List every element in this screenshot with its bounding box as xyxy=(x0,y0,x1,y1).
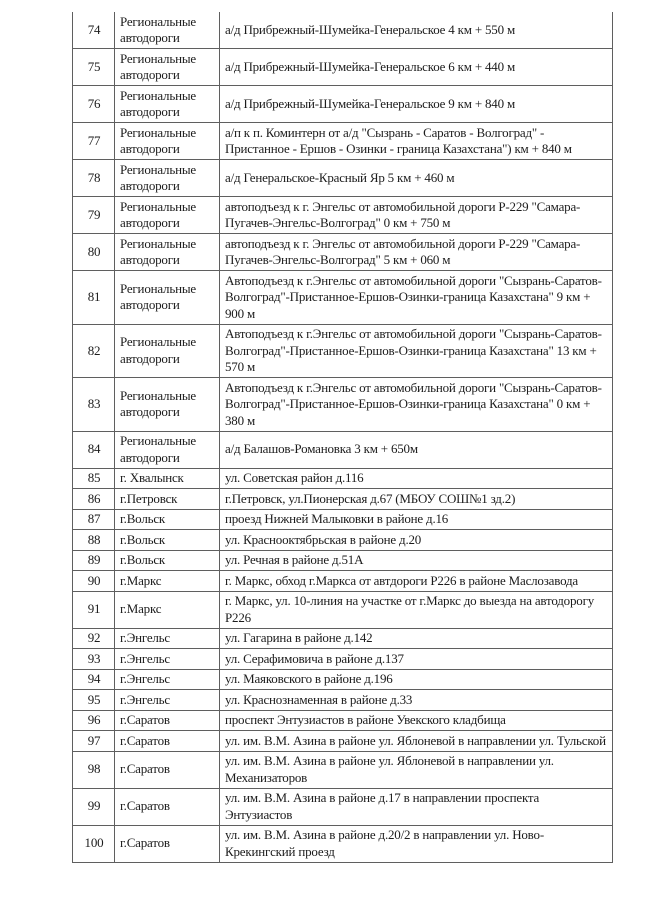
row-description-cell: ул. им. В.М. Азина в районе ул. Яблоневой в направлении ул. Механизаторов xyxy=(220,751,613,788)
row-description-cell: Автоподъезд к г.Энгельс от автомобильной дороги "Сызрань-Саратов-Волгоград"-Пристанное-Ершов-Озинки-граница Казахстана" 0 км + 380 м xyxy=(220,378,613,432)
row-description-cell: ул. Гагарина в районе д.142 xyxy=(220,628,613,649)
row-description-cell: проезд Нижней Малыковки в районе д.16 xyxy=(220,509,613,530)
row-category-cell: Региональные автодороги xyxy=(115,160,220,197)
row-description-cell: ул. им. В.М. Азина в районе д.17 в направлении проспекта Энтузиастов xyxy=(220,788,613,825)
table-row xyxy=(73,509,613,530)
table-row xyxy=(73,234,613,271)
row-number-cell: 75 xyxy=(73,49,115,86)
row-number-cell: 90 xyxy=(73,571,115,592)
table-row xyxy=(73,86,613,123)
table-row xyxy=(73,378,613,432)
row-number-cell: 77 xyxy=(73,123,115,160)
row-description-cell: г. Маркс, обход г.Маркса от автдороги Р226 в районе Маслозавода xyxy=(220,571,613,592)
row-description-cell: ул. им. В.М. Азина в районе д.20/2 в направлении ул. Ново-Крекингский проезд xyxy=(220,825,613,862)
row-description-cell: ул. Серафимовича в районе д.137 xyxy=(220,649,613,670)
row-number-cell: 100 xyxy=(73,825,115,862)
row-description-cell: а/д Прибрежный-Шумейка-Генеральское 6 км + 440 м xyxy=(220,49,613,86)
row-description-cell: ул. Краснооктябрьская в районе д.20 xyxy=(220,530,613,551)
row-category-cell: Региональные автодороги xyxy=(115,197,220,234)
row-description-cell: ул. Советская район д.116 xyxy=(220,468,613,489)
row-description-cell: Автоподъезд к г.Энгельс от автомобильной дороги "Сызрань-Саратов-Волгоград"-Пристанное-Ершов-Озинки-граница Казахстана" 9 км + 900 м xyxy=(220,271,613,325)
row-description-cell: а/п к п. Коминтерн от а/д "Сызрань - Саратов - Волгоград" - Пристанное - Ершов - Озинки - граница Казахстана") км + 840 м xyxy=(220,123,613,160)
table-row xyxy=(73,160,613,197)
row-number-cell: 86 xyxy=(73,489,115,510)
row-number-cell: 87 xyxy=(73,509,115,530)
row-number-cell: 74 xyxy=(73,12,115,49)
table-row xyxy=(73,788,613,825)
row-number-cell: 91 xyxy=(73,591,115,628)
row-number-cell: 98 xyxy=(73,751,115,788)
row-number-cell: 80 xyxy=(73,234,115,271)
row-description-cell: ул. им. В.М. Азина в районе ул. Яблоневой в направлении ул. Тульской xyxy=(220,731,613,752)
table-row xyxy=(73,731,613,752)
row-category-cell: Региональные автодороги xyxy=(115,324,220,378)
table-row xyxy=(73,123,613,160)
table-row xyxy=(73,550,613,571)
row-category-cell: г.Петровск xyxy=(115,489,220,510)
table-row xyxy=(73,649,613,670)
row-category-cell: Региональные автодороги xyxy=(115,49,220,86)
row-category-cell: Региональные автодороги xyxy=(115,123,220,160)
row-description-cell: ул. Речная в районе д.51А xyxy=(220,550,613,571)
table-row xyxy=(73,12,613,49)
row-description-cell: ул. Краснознаменная в районе д.33 xyxy=(220,690,613,711)
table-row xyxy=(73,591,613,628)
table-row xyxy=(73,431,613,468)
table-row xyxy=(73,489,613,510)
row-category-cell: Региональные автодороги xyxy=(115,12,220,49)
row-description-cell: а/д Прибрежный-Шумейка-Генеральское 4 км + 550 м xyxy=(220,12,613,49)
row-category-cell: г.Маркс xyxy=(115,571,220,592)
table-row xyxy=(73,669,613,690)
row-category-cell: г.Энгельс xyxy=(115,669,220,690)
table-row xyxy=(73,49,613,86)
row-category-cell: г.Маркс xyxy=(115,591,220,628)
row-category-cell: г.Саратов xyxy=(115,710,220,731)
row-description-cell: автоподъезд к г. Энгельс от автомобильной дороги Р-229 "Самара-Пугачев-Энгельс-Волгоград" 0 км + 750 м xyxy=(220,197,613,234)
row-number-cell: 92 xyxy=(73,628,115,649)
row-number-cell: 81 xyxy=(73,271,115,325)
table-row xyxy=(73,751,613,788)
row-number-cell: 96 xyxy=(73,710,115,731)
row-description-cell: г.Петровск, ул.Пионерская д.67 (МБОУ СОШ№1 зд.2) xyxy=(220,489,613,510)
row-number-cell: 99 xyxy=(73,788,115,825)
row-category-cell: г.Энгельс xyxy=(115,628,220,649)
row-category-cell: г.Вольск xyxy=(115,509,220,530)
row-number-cell: 84 xyxy=(73,431,115,468)
row-category-cell: Региональные автодороги xyxy=(115,431,220,468)
row-number-cell: 94 xyxy=(73,669,115,690)
row-category-cell: г.Саратов xyxy=(115,731,220,752)
row-description-cell: проспект Энтузиастов в районе Увекского кладбища xyxy=(220,710,613,731)
row-number-cell: 97 xyxy=(73,731,115,752)
row-description-cell: а/д Генеральское-Красный Яр 5 км + 460 м xyxy=(220,160,613,197)
row-category-cell: г.Энгельс xyxy=(115,649,220,670)
row-description-cell: Автоподъезд к г.Энгельс от автомобильной дороги "Сызрань-Саратов-Волгоград"-Пристанное-Ершов-Озинки-граница Казахстана" 13 км + 570 м xyxy=(220,324,613,378)
table-row xyxy=(73,825,613,862)
row-category-cell: Региональные автодороги xyxy=(115,234,220,271)
row-number-cell: 82 xyxy=(73,324,115,378)
row-number-cell: 83 xyxy=(73,378,115,432)
row-category-cell: Региональные автодороги xyxy=(115,86,220,123)
table-row xyxy=(73,571,613,592)
row-category-cell: Региональные автодороги xyxy=(115,378,220,432)
row-number-cell: 95 xyxy=(73,690,115,711)
row-category-cell: г.Саратов xyxy=(115,788,220,825)
table-row xyxy=(73,197,613,234)
row-number-cell: 93 xyxy=(73,649,115,670)
row-category-cell: г.Саратов xyxy=(115,825,220,862)
row-number-cell: 78 xyxy=(73,160,115,197)
row-description-cell: а/д Прибрежный-Шумейка-Генеральское 9 км + 840 м xyxy=(220,86,613,123)
table-row xyxy=(73,468,613,489)
row-category-cell: г.Энгельс xyxy=(115,690,220,711)
row-number-cell: 89 xyxy=(73,550,115,571)
row-number-cell: 88 xyxy=(73,530,115,551)
row-description-cell: а/д Балашов-Романовка 3 км + 650м xyxy=(220,431,613,468)
row-description-cell: г. Маркс, ул. 10-линия на участке от г.Маркс до выезда на автодорогу Р226 xyxy=(220,591,613,628)
row-number-cell: 85 xyxy=(73,468,115,489)
roads-table xyxy=(72,12,613,863)
row-category-cell: г.Вольск xyxy=(115,530,220,551)
table-row xyxy=(73,628,613,649)
table-row xyxy=(73,690,613,711)
roads-table-body xyxy=(73,12,613,862)
row-number-cell: 79 xyxy=(73,197,115,234)
table-row xyxy=(73,530,613,551)
row-description-cell: автоподъезд к г. Энгельс от автомобильной дороги Р-229 "Самара-Пугачев-Энгельс-Волгоград" 5 км + 060 м xyxy=(220,234,613,271)
row-category-cell: Региональные автодороги xyxy=(115,271,220,325)
row-category-cell: г.Саратов xyxy=(115,751,220,788)
table-row xyxy=(73,324,613,378)
row-category-cell: г.Вольск xyxy=(115,550,220,571)
row-category-cell: г. Хвалынск xyxy=(115,468,220,489)
table-row xyxy=(73,271,613,325)
table-row xyxy=(73,710,613,731)
row-number-cell: 76 xyxy=(73,86,115,123)
row-description-cell: ул. Маяковского в районе д.196 xyxy=(220,669,613,690)
